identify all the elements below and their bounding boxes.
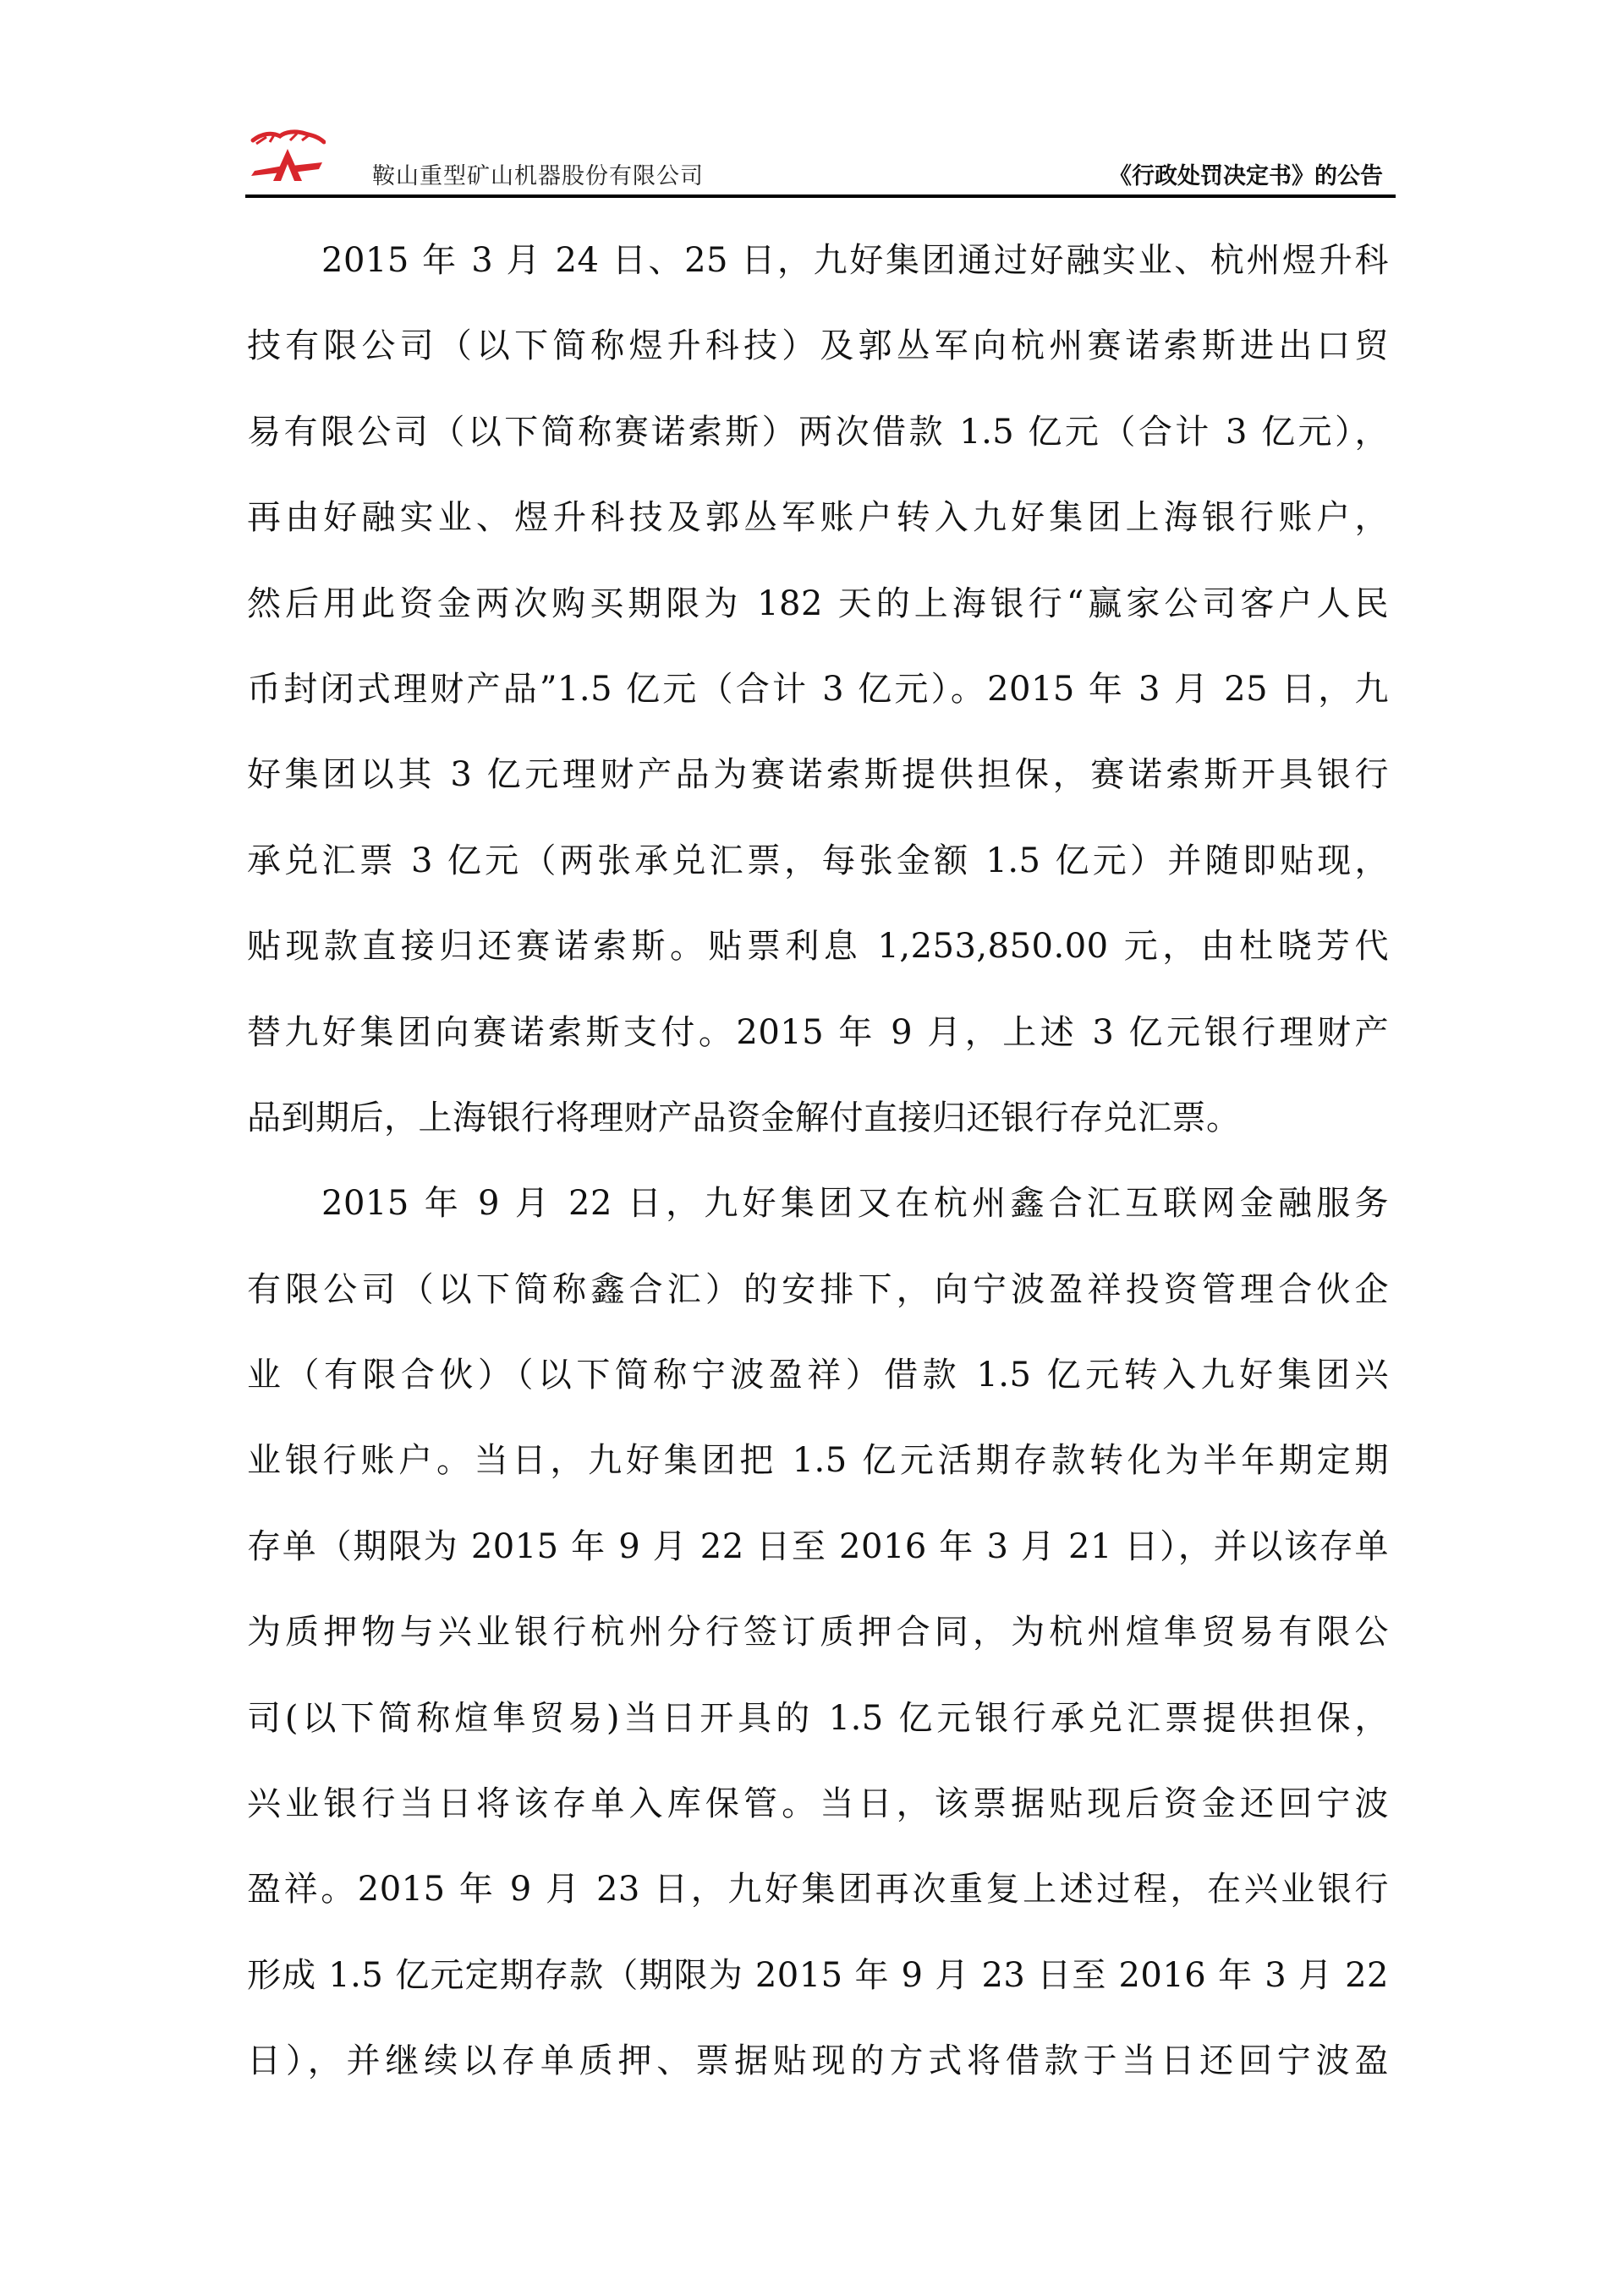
text-line: 有限公司（以下简称鑫合汇）的安排下，向宁波盈祥投资管理合伙企	[247, 1269, 1389, 1309]
text-line: 业（有限合伙）（以下简称宁波盈祥）借款 1.5 亿元转入九好集团兴	[247, 1356, 1389, 1395]
paragraph-2	[247, 1161, 1389, 2104]
document-title: 《行政处罚决定书》的公告	[1109, 163, 1383, 189]
text-line: 易有限公司（以下简称赛诺索斯）两次借款 1.5 亿元（合计 3 亿元），	[247, 412, 1389, 452]
text-line: 为质押物与兴业银行杭州分行签订质押合同，为杭州煊隼贸易有限公	[247, 1613, 1389, 1652]
text-line: 兴业银行当日将该存单入库保管。当日，该票据贴现后资金还回宁波	[247, 1784, 1389, 1824]
text-line: 贴现款直接归还赛诺索斯。贴票利息 1,253,850.00 元，由杜晓芳代	[247, 927, 1389, 967]
text-line: 存单（期限为 2015 年 9 月 22 日至 2016 年 3 月 21 日），并以该存单	[247, 1526, 1389, 1566]
text-line: 技有限公司（以下简称煜升科技）及郭丛军向杭州赛诺索斯进出口贸	[247, 326, 1389, 366]
text-line: 日），并继续以存单质押、票据贴现的方式将借款于当日还回宁波盈	[247, 2041, 1389, 2081]
header-divider	[245, 195, 1396, 198]
text-line: 再由好融实业、煜升科技及郭丛军账户转入九好集团上海银行账户，	[247, 498, 1389, 538]
text-line: 司(以下简称煊隼贸易)当日开具的 1.5 亿元银行承兑汇票提供担保，	[247, 1698, 1389, 1738]
text-line: 形成 1.5 亿元定期存款（期限为 2015 年 9 月 23 日至 2016 年 3 月 22	[247, 1955, 1389, 1995]
text-line: 2015 年 9 月 22 日，九好集团又在杭州鑫合汇互联网金融服务	[321, 1184, 1389, 1224]
text-line: 2015 年 3 月 24 日、25 日，九好集团通过好融实业、杭州煜升科	[321, 241, 1389, 280]
text-line: 承兑汇票 3 亿元（两张承兑汇票，每张金额 1.5 亿元）并随即贴现，	[247, 841, 1389, 880]
text-line: 替九好集团向赛诺索斯支付。2015 年 9 月，上述 3 亿元银行理财产	[247, 1012, 1389, 1052]
text-line: 币封闭式理财产品”1.5 亿元（合计 3 亿元）。2015 年 3 月 25 日，九	[247, 669, 1389, 709]
text-line: 品到期后，上海银行将理财产品资金解付直接归还银行存兑汇票。	[247, 1098, 1241, 1137]
document-body	[247, 218, 1389, 2105]
page-header	[245, 127, 1396, 200]
text-line: 好集团以其 3 亿元理财产品为赛诺索斯提供担保，赛诺索斯开具银行	[247, 755, 1389, 795]
text-line: 业银行账户。当日，九好集团把 1.5 亿元活期存款转化为半年期定期	[247, 1441, 1389, 1481]
paragraph-1	[247, 218, 1389, 1161]
text-line: 盈祥。2015 年 9 月 23 日，九好集团再次重复上述过程，在兴业银行	[247, 1870, 1389, 1910]
company-logo-icon	[250, 129, 326, 186]
company-name: 鞍山重型矿山机器股份有限公司	[372, 163, 704, 189]
text-line: 然后用此资金两次购买期限为 182 天的上海银行“赢家公司客户人民	[247, 584, 1389, 623]
